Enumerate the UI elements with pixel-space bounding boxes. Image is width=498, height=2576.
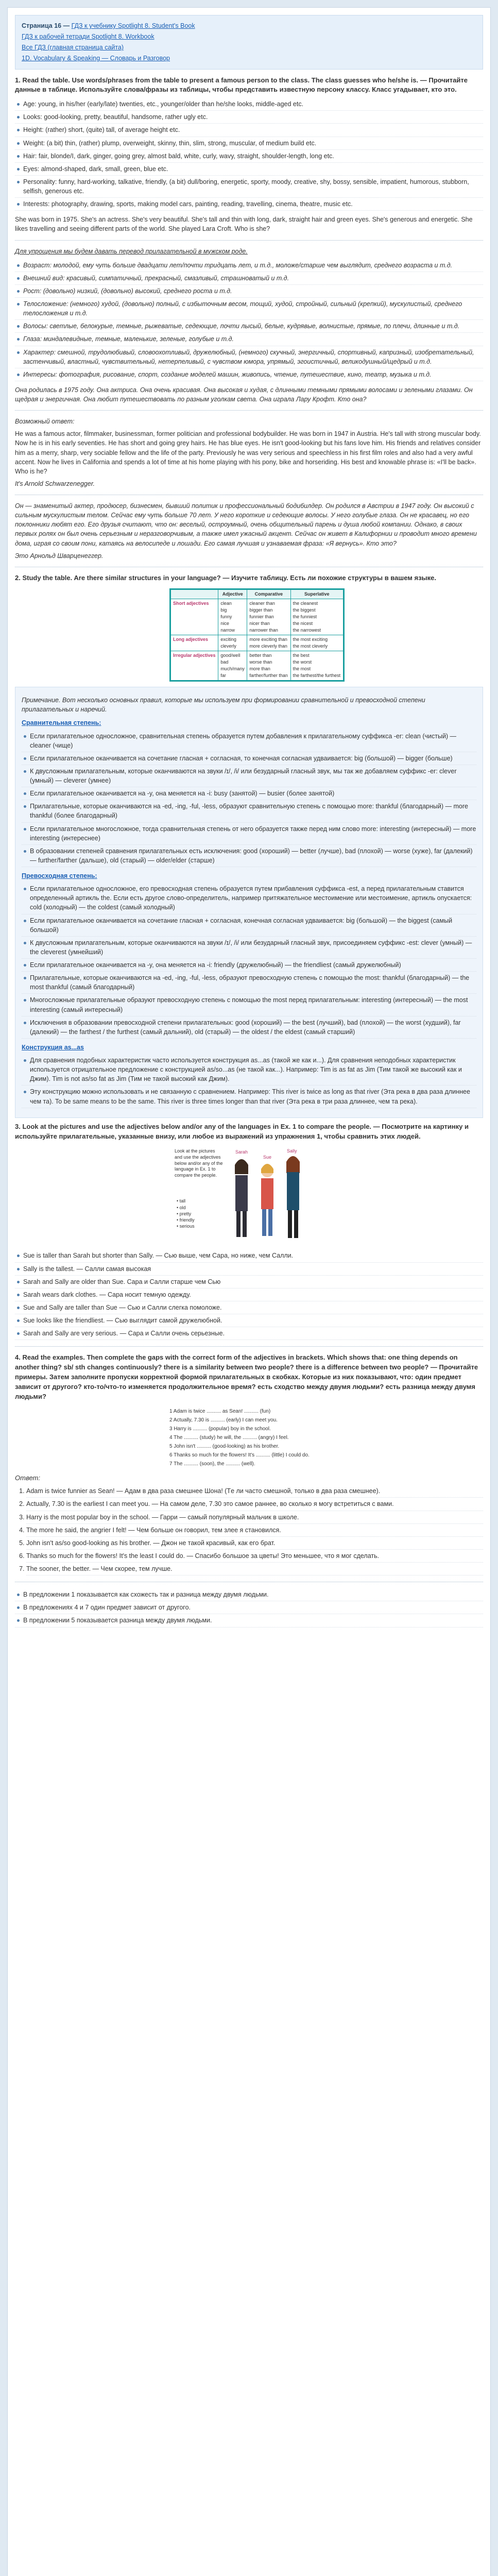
table-row [171,651,344,681]
comparative-rule: Если прилагательное многосложное, тогда сравнительная степень от него образуется также перед ним слово more: interesting (интересный) — more interesting (интереснее) [22,823,476,845]
as-as-rule: Эту конструкцию можно использовать и не связанную с сравнением. Например: This river is twice as long as that river (Эта река в два раза длиннее чем та). To be same means to be the same. This river is three times longer than that river (Эта река в три раза длиннее, чем та река). [22,1086,476,1108]
task4-answer: 5. John isn't as/so good-looking as his brother. — Джон не такой красивый, как его брат. [26,1537,483,1550]
girls-illustration [226,1146,308,1244]
task1-example-ru: Она родилась в 1975 году. Она актриса. Она очень красивая. Она высокая и худая, с длинными темными прямыми волосами и зелеными глазами. Он щедрая и энергичная. Она любит путешествовать по разным уголкам света. Она играла Лару Крофт. Кто она? [15,386,473,403]
task3-answer: Sarah and Sally are very serious. — Сара и Салли очень серьезные. [15,1327,483,1340]
page-prefix: Страница 16 — [22,22,70,29]
superlative-rule: Если прилагательное оканчивается на -y, она меняется на -i: friendly (дружелюбный) — the friendliest (самый дружелюбный) [22,959,476,972]
comparative-rule: К двусложным прилагательным, которые оканчиваются на звуки /ɪ/, /i/ или безударный гласный звук, мы так же добавляем суффикс -er: clever (умный) — cleverer (умнее) [22,765,476,787]
comparative-rule: Если прилагательное односложное, сравнительная степень образуется путем добавления к прилагательному суффикса -er: clean (чистый) — cleaner (чище) [22,730,476,752]
section-line [22,54,476,63]
as-as-rules-list [22,1054,476,1108]
task3-answer: Sue and Sally are taller than Sue — Сью и Салли слегка помоложе. [15,1301,483,1314]
all-line [22,43,476,52]
exercise-line: 3 Harry is .......... (popular) boy in the school. [169,1426,271,1432]
picture-word: • old [177,1205,186,1210]
table-cell: clean big funny nice narrow [218,599,247,635]
page-container [7,7,491,2576]
task4-title: 4. Read the examples. Then complete the gaps with the correct form of the adjectives in brackets. Which shows that: one thing depends on another thing? sb/ sth changes continuously? there is a similarity between two people? there is a difference between two people? — Прочитайте примеры. Затем заполните пропуски корректной формой прилагательных в скобках. Которые из них показывают, что: один предмет зависит от другого? кто-то/что-то изменяется продолжительное время? есть сходство между двумя людьми? есть разница между двумя людьми? [15,1353,478,1400]
possible-answer-ru-who: Это Арнольд Шварценеггер. [15,552,104,560]
ru-vocabulary-item: Интересы: фотография, рисование, спорт, создание моделей машин, живопись, чтение, путешествие, кино, театр, музыка и т.д. [15,368,483,381]
workbook-line [22,32,476,41]
task4-exercise-image [169,1407,324,1468]
sarah-figure [235,1159,248,1237]
table-cell: Irregular adjectives [171,651,218,681]
possible-answer-label: Возможный ответ: [15,418,75,426]
table-cell: more exciting than more cleverly than [247,635,290,651]
table-body [171,599,344,681]
superlative-rule: Если прилагательное односложное, его превосходная степень образуется путем прибавления суффикса -est, а перед прилагательным ставится определенный артикль the. Если есть другое слово-определитель, например притяжательное местоимение или местоимение, артикль опускается: cold (холодный) — the coldest (самый холодный) [22,883,476,914]
table-cell: cleaner than bigger than funnier than nicer than narrower than [247,599,290,635]
ru-vocabulary-item: Глаза: миндалевидные, темные, маленькие, зеленые, голубые и т.д. [15,333,483,346]
superlative-rule: К двусложным прилагательным, которые оканчиваются на звуки /ɪ/, /i/ или безударный гласный звук, присоединяем суффикс -est: clever (умный) — the cleverest (умнейший) [22,937,476,959]
task4-answer: 4. The more he said, the angrier I felt! — Чем больше он говорил, тем злее я становился. [26,1524,483,1537]
as-as-rule: Для сравнения подобных характеристик часто используется конструкция as...as (такой же как и...). Для сравнения неподобных характеристик используется отрицательное предложение с конструкцией as/so...as (не такой как...). Например: Tim is as fat as Jim (Тим такой же высокий как и Джим). Tim is not as/so fat as Jim (Тим не такой высокий как Джим). [22,1054,476,1086]
possible-answer-en: He was a famous actor, filmmaker, businessman, former politician and professional bodybuilder. He was born in 1947 in Austria. He's tall with strong muscular body. Now he is in his early seventies. He has short and going grey hairs. He has blue eyes. He isn't good-looking but his fans love him. His friends and relatives consider him as a merry, sharp, very sociable fellow and the life of the party. Previously he was very serious and speechless in his first film roles and also had a very awful accent. Now he lives in California and spends a lot of time at his home playing with his pony, bike and horseriding. His best and knowable phrase is: «I'll be back». Who is he? [15,430,481,475]
ru-vocabulary-item: Внешний вид: красивый, симпатичный, прекрасный, смазливый, страшноватый и т.д. [15,272,483,285]
task4-conclusion-list [15,1588,483,1627]
superlative-rule: Если прилагательное оканчивается на сочетание гласная + согласная, конечная согласная удваивается: big (большой) — the biggest (самый большой) [22,914,476,937]
task3-answer: Sarah and Sally are older than Sue. Сара и Салли старше чем Сью [15,1276,483,1289]
ru-vocabulary-item: Волосы: светлые, белокурые, темные, рыжеватые, седеющие, почти лысый, белые, кудрявые, волнистые, прямые, по плечи, длинные и т.д. [15,320,483,333]
table-cell: good/well bad much/many far [218,651,247,681]
grammar-panel [15,687,483,1118]
exercise-line: 5 John isn't .......... (good-looking) as his brother. [169,1443,280,1449]
superlative-rules-list [22,883,476,1039]
task1-ru-intro: Для упрощения мы будем давать перевод прилагательной в мужском роде. [15,247,248,255]
task1-example-en: She was born in 1975. She's an actress. She's very beautiful. She's tall and thin with long, dark, straight hair and green eyes. She's generous and energetic. She likes travelling and seeing different parts of the world. She played Lara Croft. Who is she? [15,216,473,233]
comparative-rule: Если прилагательное оканчивается на сочетание гласная + согласная, то конечная согласная удваивается: big (большой) — bigger (больше) [22,752,476,765]
task3-answer-list [15,1249,483,1340]
navigation-box [15,15,483,70]
vocabulary-item: Height: (rather) short, (quite) tall, of average height etc. [15,124,483,137]
table-header-cell: Comparative [247,589,290,599]
task1-ru-list [15,259,483,381]
exercise-line: 1 Adam is twice .......... as Sean! .......... (fun) [169,1408,271,1414]
ru-vocabulary-item: Возраст: молодой, ему чуть больше двадцати лет/почти тридцать лет, и т.д., моложе/старше чем выглядит, среднего возраста и т.д. [15,259,483,272]
comparative-rule: В образовании степеней сравнения прилагательных есть исключения: good (хороший) — better (лучше), bad (плохой) — worse (хуже), far (далекий) — further/farther (дальше), old (старый) — older/elder (старше) [22,845,476,867]
task4-answer-list [26,1485,483,1575]
table-header-row [171,589,344,599]
exercise-line: 7 The .......... (soon), the .......... (well). [169,1461,255,1467]
all-gdz-link[interactable]: Все ГДЗ (главная страница сайта) [22,44,124,52]
possible-answer-ru: Он — знаменитый актер, продюсер, бизнесмен, бывший политик и профессиональный бодибилдер. Он родился в Австрии в 1947 году. Он высокий с сильным мускулистым телом. Сейчас ему чуть больше 70 лет. У него короткие и седеющие волосы. У него голубые глаза. Он не красавец, но его поклонники любят его. Его друзья считают, что он: веселый, остроумный, очень общительный парень и душа любой компании. Однако, в своих первых ролях он был очень серьезным и неразговорчивым, а также имел ужасный акцент. Сейчас он живет в Калифорнии и проводит много времени дома, играя со своим пони, катаясь на велосипеде и лошади. Его самая лучшая и узнаваемая фраза: «Я вернусь». Кто это? [15,502,477,547]
task4-answer: 2. Actually, 7.30 is the earliest I can meet you. — На самом деле, 7.30 это самое раннее, во сколько я могу встретиться с вами. [26,1498,483,1511]
task3-answer: Sue is taller than Sarah but shorter than Sally. — Сью выше, чем Сара, но ниже, чем Салли. [15,1249,483,1262]
conclusion-item: В предложении 5 показывается разница между двумя людьми. [15,1614,483,1627]
page-line [22,21,476,30]
exercise-line: 2 Actually, 7.30 is .......... (early) I can meet you. [169,1417,278,1423]
grammar-note: Примечание. Вот несколько основных правил, которые мы используем при формировании сравнительной и превосходной степени прилагательных и наречий. [22,697,425,714]
three-girls-picture [175,1146,308,1244]
table-cell: better than worse than more than farther/further than [247,651,290,681]
task1-vocabulary-list [15,98,483,211]
task4-answer: 3. Harry is the most popular boy in the school. — Гарри — самый популярный мальчик в школе. [26,1511,483,1524]
divider [15,240,483,241]
superlative-rule: Исключения в образовании превосходной степени прилагательных: good (хороший) — the best (лучший), bad (плохой) — the worst (худший), far (далекий) — the farthest / the furthest (самый дальний), old (старый) — the oldest / the eldest (самый старший) [22,1016,476,1039]
comparison-table-image [169,588,345,682]
picture-instruction: Look at the pictures and use the adjectives below and/or any of the language in Ex. 1 to compare the people. [175,1148,223,1178]
sue-name-label: Sue [263,1155,272,1160]
table-cell: the most exciting the most cleverly [290,635,343,651]
conclusion-item: В предложениях 4 и 7 один предмет зависит от другого. [15,1601,483,1614]
sally-figure [286,1156,300,1238]
conclusion-item: В предложении 1 показывается как схожесть так и разница между двумя людьми. [15,1588,483,1601]
section-title-link[interactable]: 1D. Vocabulary & Speaking — Словарь и Разговор [22,55,170,62]
sally-name-label: Sally [287,1148,297,1154]
comparative-rule: Прилагательные, которые оканчиваются на -ed, -ing, -ful, -less, образуют сравнительную степень с помощью more: thankful (благодарный) — more thankful (более благодарный) [22,800,476,822]
as-as-heading: Конструкция as...as [22,1043,84,1051]
task3-title: 3. Look at the pictures and use the adjectives below and/or any of the languages in Ex. 1 to compare the people. — Посмотрите на картинку и используйте прилагательные, указанные внизу, или любое из выражений из упражнения 1, чтобы сравнить этих людей. [15,1122,469,1140]
picture-word: • pretty [177,1211,192,1216]
vocabulary-item: Eyes: almond-shaped, dark, small, green, blue etc. [15,163,483,176]
superlative-rule: Многосложные прилагательные образуют превосходную степень с помощью the most перед прилагательным: interesting (интересный) — the most interesting (самый интересный) [22,994,476,1016]
task4-answer: 7. The sooner, the better. — Чем скорее, тем лучше. [26,1563,483,1575]
possible-answer-en-who: It's Arnold Schwarzenegger. [15,480,95,487]
task3-answer: Sarah wears dark clothes. — Сара носит темную одежду. [15,1289,483,1301]
vocabulary-item: Weight: (a bit) thin, (rather) plump, overweight, skinny, thin, slim, strong, muscular, of medium build etc. [15,137,483,150]
comparative-heading: Сравнительная степень: [22,719,101,727]
workbook-link[interactable]: ГДЗ к рабочей тетради Spotlight 8. Workbook [22,33,154,41]
sarah-name-label: Sarah [235,1149,248,1155]
table-row [171,599,344,635]
ru-vocabulary-item: Характер: смешной, трудолюбивый, словоохотливый, дружелюбный, (немного) скучный, энергичный, спортивный, капризный, изобретательный, застенчивый, властный, чувствительный, нетерпеливый, с чувством юмора, упрямый, эгоистичный, великодушный/щедрый и т.д. [15,346,483,368]
student-book-link[interactable]: ГДЗ к учебнику Spotlight 8. Student's Book [71,22,195,29]
superlative-heading: Превосходная степень: [22,872,97,880]
table-cell: Short adjectives [171,599,218,635]
superlative-rule: Прилагательные, которые оканчиваются на -ed, -ing, -ful, -less, образуют превосходную степень с помощью the most: thankful (благодарный) — the most thankful (самый благодарный) [22,972,476,994]
table-header-cell [171,589,218,599]
table-cell: exciting cleverly [218,635,247,651]
task3-answer: Sue looks like the friendliest. — Сью выглядит самой дружелюбной. [15,1314,483,1327]
table-header-cell: Superlative [290,589,343,599]
vocabulary-item: Interests: photography, drawing, sports, making model cars, painting, reading, travelling, cinema, theatre, music etc. [15,198,483,211]
vocabulary-item: Personality: funny, hard-working, talkative, friendly, (a bit) dull/boring, energetic, sporty, moody, creative, shy, bossy, sensible, impatient, humorous, stubborn, selfish, generous etc. [15,176,483,198]
picture-word: • serious [177,1223,195,1229]
table-cell: the cleanest the biggest the funniest the nicest the narrowest [290,599,343,635]
ru-vocabulary-item: Телосложение: (немного) худой, (довольно) полный, с избыточным весом, тощий, худой, стройный, сильный (крепкий), мускулистый, среднего телосложения и т.д. [15,298,483,320]
sue-figure [261,1164,273,1236]
exercise-line: 4 The .......... (study) he will, the .......... (angry) I feel. [169,1434,289,1440]
table-cell: Long adjectives [171,635,218,651]
table-cell: the best the worst the most the farthest/the furthest [290,651,343,681]
comparative-rule: Если прилагательное оканчивается на -y, она меняется на -i: busy (занятой) — busier (более занятой) [22,787,476,800]
task4-answer: 1. Adam is twice funnier as Sean! — Адам в два раза смешнее Шона! (Тe ли часто смешной, только в два раза смешнее). [26,1485,483,1498]
exercise-line: 6 Thanks so much for the flowers! It's .......... (little) I could do. [169,1452,310,1458]
picture-word-list [177,1198,195,1229]
task3-answer: Sally is the tallest. — Салли самая высокая [15,1263,483,1276]
task2-title: 2. Study the table. Are there similar structures in your language? — Изучите таблицу. Есть ли похожие структуры в вашем языке. [15,573,436,582]
vocabulary-item: Looks: good-looking, pretty, beautiful, handsome, rather ugly etc. [15,111,483,124]
vocabulary-item: Hair: fair, blonde/I, dark, ginger, going grey, almost bald, white, curly, wavy, straight, shoulder-length, long etc. [15,150,483,163]
table-row [171,635,344,651]
task1-title: 1. Read the table. Use words/phrases from the table to present a famous person to the class. The class guesses who he/she is. — Прочитайте данные в таблице. Используйте слова/фразы из таблицы, чтобы представить известную персону классу. Класс угадывает, кто это. [15,76,468,94]
ru-vocabulary-item: Рост: (довольно) низкий, (довольно) высокий, среднего роста и т.д. [15,285,483,298]
task4-answer: 6. Thanks so much for the flowers! It's the least I could do. — Спасибо большое за цветы! Это меньшее, что я мог сделать. [26,1550,483,1563]
picture-word: • tall [177,1198,186,1204]
divider [15,1346,483,1347]
divider [15,410,483,411]
comparative-rules-list [22,730,476,868]
table-header-cell: Adjective [218,589,247,599]
picture-word: • friendly [177,1217,195,1223]
task4-answer-label: Ответ: [15,1473,40,1482]
vocabulary-item: Age: young, in his/her (early/late) twenties, etc., younger/older than he/she looks, middle-aged etc. [15,98,483,111]
